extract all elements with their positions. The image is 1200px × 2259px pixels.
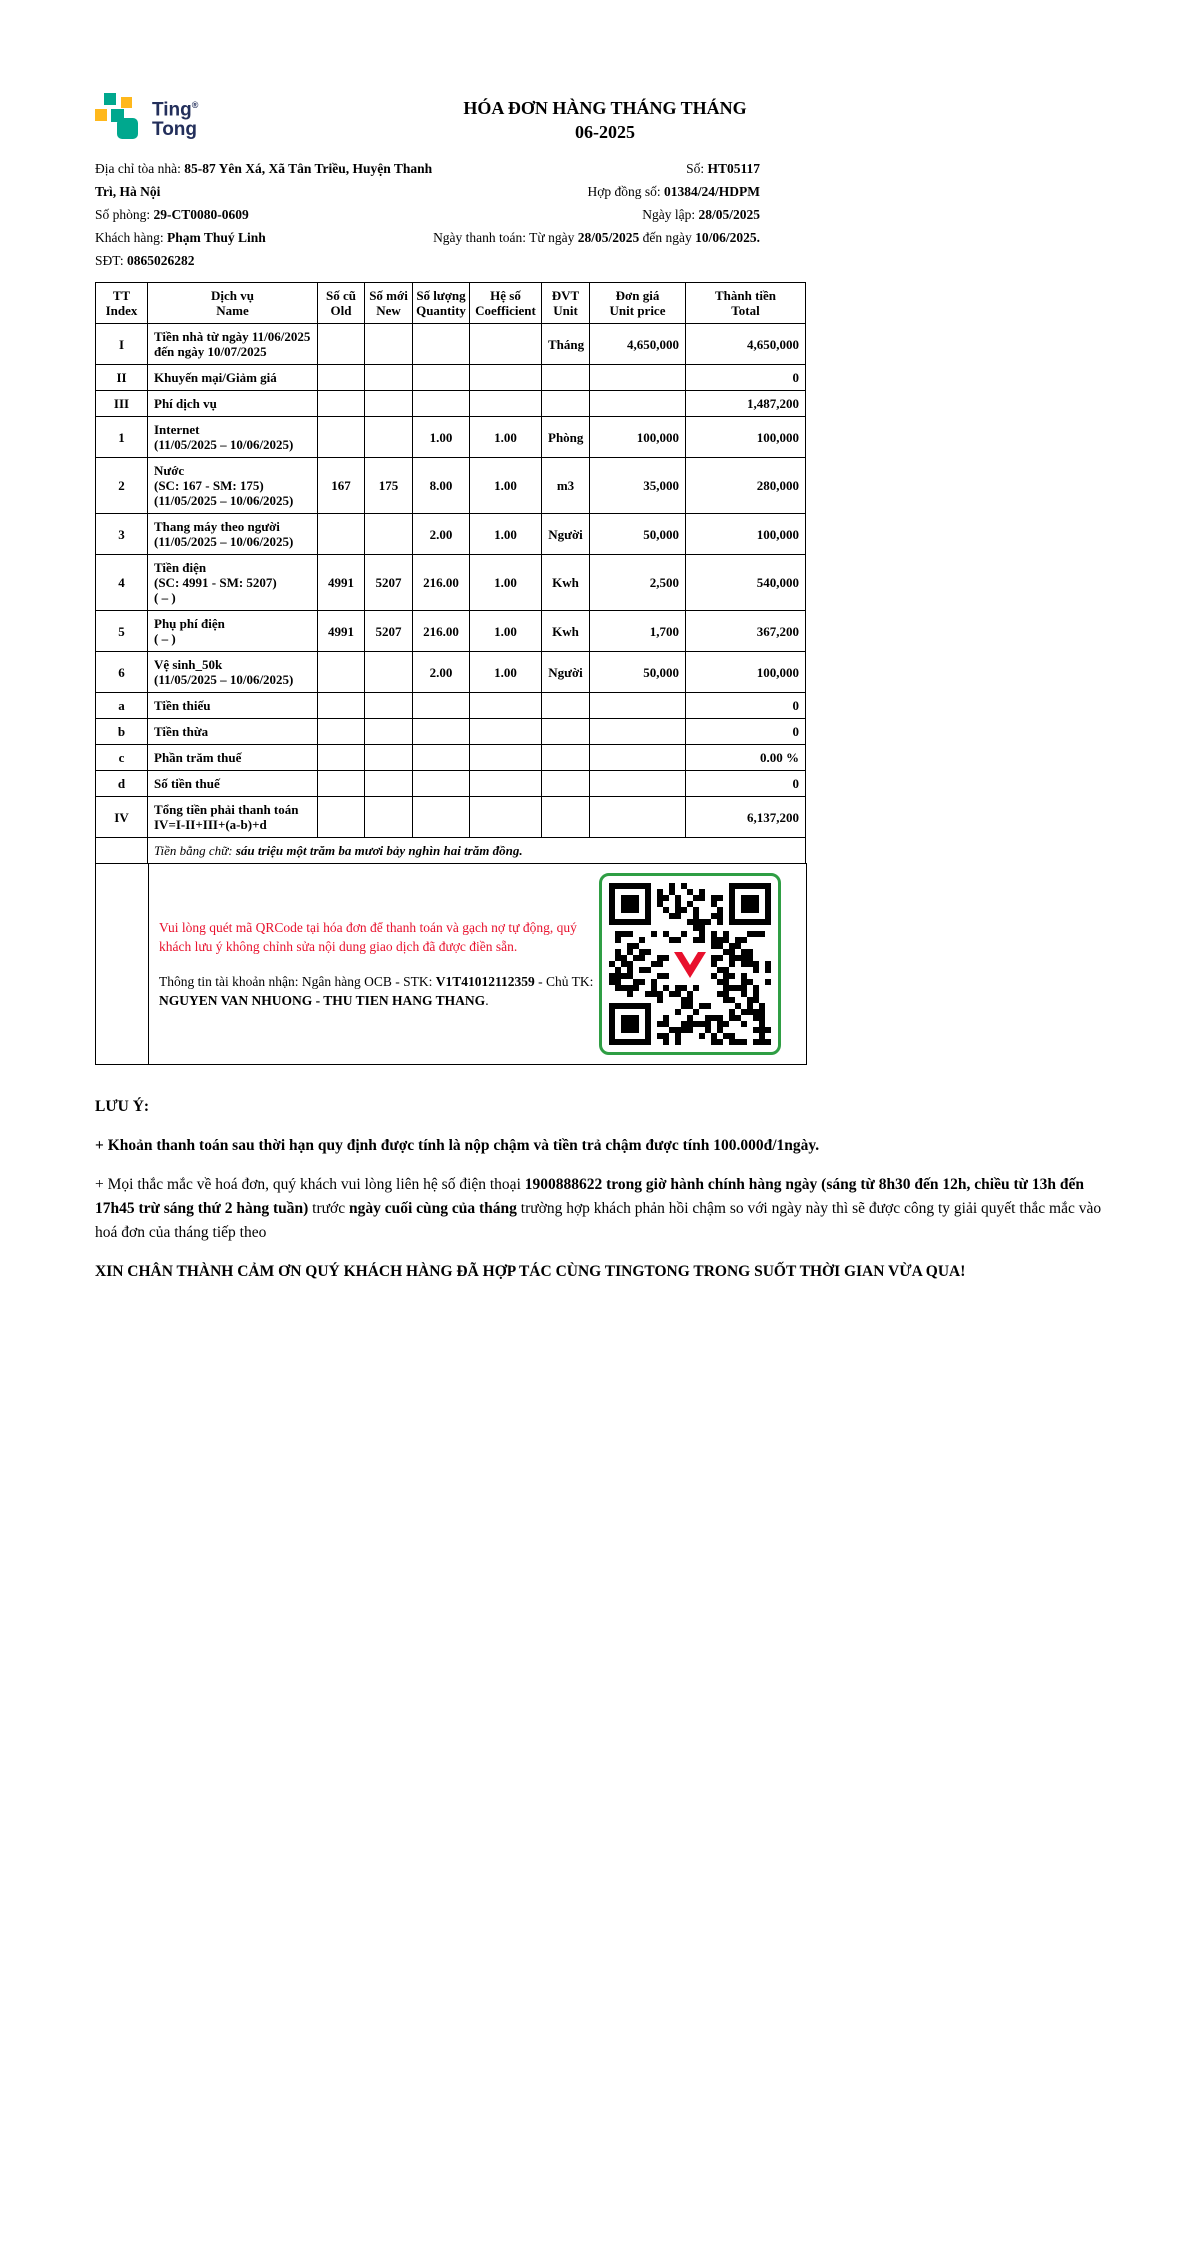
column-header-en: Total (731, 303, 760, 318)
service-name-line: Phần trăm thuế (154, 750, 242, 765)
text-run: Phạm Thuý Linh (166, 230, 266, 245)
cell-coefficient (470, 365, 542, 391)
text-run: sáu triệu một trăm ba mươi bảy nghìn hai trăm đồng. (235, 843, 523, 858)
cell-coefficient (470, 719, 542, 745)
cell-unit (542, 365, 590, 391)
cell-coefficient: 1.00 (470, 652, 542, 693)
cell-total: 0 (686, 771, 806, 797)
service-name-line: Phụ phí điện (154, 616, 225, 631)
payment-period (433, 226, 760, 249)
cell-quantity (413, 391, 470, 417)
cell-new-reading (365, 745, 413, 771)
cell-new-reading (365, 324, 413, 365)
cell-total: 280,000 (686, 458, 806, 514)
column-header (365, 283, 413, 324)
service-name-line: Tiền thiếu (154, 698, 211, 713)
customer-name (95, 226, 433, 249)
text-run: 0865026282 (126, 253, 195, 268)
cell-total: 540,000 (686, 555, 806, 611)
service-name-line: ( – ) (154, 631, 176, 646)
cell-total: 100,000 (686, 417, 806, 458)
cell-service-name (148, 611, 318, 652)
text-run: 29-CT0080-0609 (153, 207, 249, 222)
text-run: - Chủ TK: (534, 973, 594, 989)
table-row (96, 514, 806, 555)
table-row (96, 555, 806, 611)
notes-heading: LƯU Ý: (95, 1097, 150, 1115)
amount-in-words (148, 838, 806, 864)
column-header-en: New (376, 303, 401, 318)
cell-index: 5 (96, 611, 148, 652)
invoice-number (433, 157, 760, 180)
text-run: Khách hàng: (95, 230, 167, 245)
column-header-vi: Dịch vụ (211, 288, 254, 303)
cell-total: 100,000 (686, 514, 806, 555)
cell-unit: Tháng (542, 324, 590, 365)
cell-unit-price: 100,000 (590, 417, 686, 458)
cell-total: 0 (686, 693, 806, 719)
table-row (96, 693, 806, 719)
text-run: HT05117 (707, 161, 760, 176)
cell-coefficient (470, 693, 542, 719)
registered-mark: ® (191, 100, 199, 110)
cell-index: d (96, 771, 148, 797)
cell-unit: Người (542, 514, 590, 555)
cell-index: c (96, 745, 148, 771)
cell-unit: Kwh (542, 555, 590, 611)
column-header (96, 283, 148, 324)
cell-index: a (96, 693, 148, 719)
cell-index: 3 (96, 514, 148, 555)
cell-service-name (148, 324, 318, 365)
cell-service-name (148, 365, 318, 391)
text-run: + Khoản thanh toán sau thời hạn quy định được tính là nộp chậm và tiền trả chậm được tính 100.000đ/1ngày. (95, 1136, 820, 1154)
column-header-en: Name (216, 303, 249, 318)
table-row (96, 417, 806, 458)
page-header (95, 92, 760, 144)
thank-you-note (95, 1260, 1105, 1284)
cell-service-name (148, 652, 318, 693)
text-run: ngày cuối cùng của tháng (348, 1199, 517, 1217)
cell-new-reading (365, 771, 413, 797)
cell-old-reading (318, 652, 365, 693)
cell-index: 1 (96, 417, 148, 458)
column-header-vi: Số cũ (326, 288, 356, 303)
service-name-line: Số tiền thuế (154, 776, 220, 791)
column-header-vi: Thành tiền (714, 288, 777, 303)
cell-old-reading: 167 (318, 458, 365, 514)
cell-new-reading (365, 719, 413, 745)
cell-index: IV (96, 797, 148, 838)
cell-old-reading: 4991 (318, 611, 365, 652)
column-header-vi: Số lượng (416, 288, 466, 303)
cell-coefficient (470, 745, 542, 771)
text-run: NGUYEN VAN NHUONG - THU TIEN HANG THANG (159, 992, 486, 1008)
qr-payment-notice (159, 918, 599, 956)
cell-unit: Phòng (542, 417, 590, 458)
column-header (590, 283, 686, 324)
cell-coefficient: 1.00 (470, 417, 542, 458)
cell-new-reading (365, 652, 413, 693)
cell-coefficient (470, 797, 542, 838)
cell-quantity (413, 797, 470, 838)
table-cell (96, 838, 148, 864)
cell-old-reading: 4991 (318, 555, 365, 611)
cell-old-reading (318, 797, 365, 838)
column-header (148, 283, 318, 324)
service-name-line: Tiền điện (154, 560, 207, 575)
cell-unit-price: 1,700 (590, 611, 686, 652)
column-header-en: Index (105, 303, 138, 318)
invoice-info (95, 157, 760, 272)
bank-account-info (159, 972, 599, 1010)
column-header (470, 283, 542, 324)
cell-unit (542, 719, 590, 745)
cell-unit-price (590, 745, 686, 771)
table-row (96, 365, 806, 391)
tingtong-logo (95, 92, 198, 140)
text-run: Vui lòng quét mã QRCode tại hóa đơn để thanh toán và gạch nợ tự động, quý khách lưu ý không chỉnh sửa nội dung giao dịch đã được điền sẵn. (159, 919, 577, 954)
footer-notes (95, 1095, 1105, 1284)
cell-service-name (148, 555, 318, 611)
cell-total: 0 (686, 719, 806, 745)
cell-index: II (96, 365, 148, 391)
cell-unit (542, 693, 590, 719)
cell-old-reading (318, 771, 365, 797)
issue-date (433, 203, 760, 226)
column-header (413, 283, 470, 324)
cell-quantity (413, 693, 470, 719)
logo-word-ting: Ting (152, 99, 192, 121)
cell-quantity: 1.00 (413, 417, 470, 458)
tingtong-logo-icon (95, 92, 143, 140)
qr-code-image (609, 883, 771, 1045)
service-name-line: IV=I-II+III+(a-b)+d (154, 817, 267, 832)
cell-index: I (96, 324, 148, 365)
cell-service-name (148, 719, 318, 745)
service-name-line: Tiền thừa (154, 724, 209, 739)
service-name-line: (11/05/2025 – 10/06/2025) (154, 534, 294, 549)
qr-section-left-cell (96, 864, 149, 1064)
table-row (96, 719, 806, 745)
cell-quantity (413, 365, 470, 391)
text-run: 28/05/2025 (577, 230, 640, 245)
logo-pixel-square (121, 97, 132, 108)
text-run: trước (308, 1199, 349, 1217)
amount-in-words-row (96, 838, 806, 864)
logo-pixel-square (104, 93, 116, 105)
cell-service-name (148, 693, 318, 719)
invoice-table (95, 282, 806, 864)
text-run: Tiền bằng chữ: (154, 843, 236, 858)
service-name-line: Vệ sinh_50k (154, 657, 223, 672)
table-row (96, 324, 806, 365)
invoice-table-body (96, 324, 806, 838)
cell-unit-price (590, 365, 686, 391)
text-run: 28/05/2025 (698, 207, 760, 222)
cell-old-reading (318, 365, 365, 391)
cell-quantity: 2.00 (413, 514, 470, 555)
late-payment-note (95, 1134, 1105, 1158)
cell-index: 4 (96, 555, 148, 611)
cell-new-reading: 5207 (365, 555, 413, 611)
cell-service-name (148, 391, 318, 417)
cell-unit-price: 4,650,000 (590, 324, 686, 365)
hotline-note (95, 1173, 1105, 1245)
qr-section (95, 863, 807, 1065)
info-right-column (433, 157, 760, 272)
text-run: đến ngày (639, 230, 696, 245)
cell-total: 4,650,000 (686, 324, 806, 365)
logo-word-tong: Tong (152, 119, 198, 141)
qr-code (599, 873, 781, 1055)
service-name-line: (11/05/2025 – 10/06/2025) (154, 672, 294, 687)
cell-new-reading: 5207 (365, 611, 413, 652)
table-row (96, 391, 806, 417)
cell-service-name (148, 514, 318, 555)
cell-coefficient (470, 324, 542, 365)
table-row (96, 771, 806, 797)
cell-total: 0 (686, 365, 806, 391)
cell-service-name (148, 771, 318, 797)
column-header-vi: Đơn giá (615, 288, 660, 303)
cell-coefficient: 1.00 (470, 458, 542, 514)
column-header (318, 283, 365, 324)
cell-quantity (413, 771, 470, 797)
qr-section-content (149, 864, 807, 1064)
cell-service-name (148, 458, 318, 514)
column-header-vi: ĐVT (551, 288, 580, 303)
cell-total: 100,000 (686, 652, 806, 693)
cell-new-reading (365, 417, 413, 458)
cell-new-reading (365, 693, 413, 719)
building-address (95, 157, 433, 203)
service-name-line: ( – ) (154, 590, 176, 605)
cell-unit-price: 50,000 (590, 514, 686, 555)
cell-unit-price (590, 391, 686, 417)
table-row (96, 611, 806, 652)
cell-quantity: 216.00 (413, 555, 470, 611)
cell-total: 367,200 (686, 611, 806, 652)
cell-unit (542, 797, 590, 838)
cell-old-reading (318, 417, 365, 458)
cell-service-name (148, 797, 318, 838)
cell-unit (542, 745, 590, 771)
logo-pixel-square (95, 109, 107, 121)
cell-unit: m3 (542, 458, 590, 514)
table-row (96, 745, 806, 771)
cell-old-reading (318, 324, 365, 365)
cell-unit-price (590, 797, 686, 838)
cell-quantity (413, 324, 470, 365)
column-header-vi: Hệ số (490, 288, 521, 303)
service-name-line: Internet (154, 422, 200, 437)
info-left-column (95, 157, 433, 272)
cell-service-name (148, 745, 318, 771)
cell-old-reading (318, 391, 365, 417)
column-header (542, 283, 590, 324)
cell-quantity: 2.00 (413, 652, 470, 693)
cell-old-reading (318, 745, 365, 771)
cell-unit (542, 771, 590, 797)
service-name-line: (SC: 4991 - SM: 5207) (154, 575, 277, 590)
service-name-line: (11/05/2025 – 10/06/2025) (154, 493, 294, 508)
qr-section-texts (159, 918, 599, 1010)
cell-index: III (96, 391, 148, 417)
service-name-line: Phí dịch vụ (154, 396, 217, 411)
cell-new-reading (365, 514, 413, 555)
cell-new-reading: 175 (365, 458, 413, 514)
cell-quantity: 216.00 (413, 611, 470, 652)
text-run: . (485, 992, 489, 1008)
table-row (96, 458, 806, 514)
column-header-en: Unit price (609, 303, 666, 318)
cell-new-reading (365, 391, 413, 417)
cell-unit-price (590, 693, 686, 719)
column-header-en: Unit (553, 303, 578, 318)
cell-coefficient (470, 771, 542, 797)
cell-new-reading (365, 797, 413, 838)
service-name-line: Thang máy theo người (154, 519, 280, 534)
customer-phone (95, 249, 433, 272)
column-header (686, 283, 806, 324)
text-run: Địa chỉ tòa nhà: (95, 161, 185, 176)
cell-unit-price (590, 719, 686, 745)
room-number (95, 203, 433, 226)
text-run: + Mọi thắc mắc về hoá đơn, quý khách vui lòng liên hệ số điện thoại (95, 1175, 525, 1193)
cell-quantity (413, 745, 470, 771)
contract-number (433, 180, 760, 203)
invoice-table-head-row (96, 283, 806, 324)
column-header-en: Old (330, 303, 352, 318)
column-header-vi: Số mới (369, 288, 408, 303)
page-title: HÓA ĐƠN HÀNG THÁNG THÁNG 06-2025 (463, 98, 747, 142)
cell-total: 6,137,200 (686, 797, 806, 838)
service-name-line: Nước (154, 463, 185, 478)
text-run: Ngày thanh toán: Từ ngày (433, 230, 578, 245)
text-run: trường hợp khách phản hồi chậm so với ngày này thì sẽ được công ty giải quyết thắc mắc vào hoá đơn của tháng tiếp theo (95, 1199, 1102, 1241)
text-run: 85-87 Yên Xá, Xã Tân Triều, Huyện Thanh Trì, Hà Nội (95, 161, 433, 199)
service-name-line: (11/05/2025 – 10/06/2025) (154, 437, 294, 452)
cell-total: 0.00 % (686, 745, 806, 771)
cell-index: 2 (96, 458, 148, 514)
text-run: Số phòng: (95, 207, 154, 222)
text-run: SĐT: (95, 253, 127, 268)
text-run: 10/06/2025. (695, 230, 760, 245)
text-run: 1900888622 trong giờ hành chính hàng ngày (sáng từ 8h30 đến 12h, chiều từ 13h đến 17h45 trừ sáng thứ 2 hàng tuần) (95, 1175, 1084, 1217)
service-name-line: Khuyến mại/Giảm giá (154, 370, 277, 385)
service-name-line: đến ngày 10/07/2025 (154, 344, 267, 359)
column-header-en: Quantity (416, 303, 466, 318)
text-run: Hợp đồng số: (587, 184, 664, 199)
cell-unit-price (590, 771, 686, 797)
cell-quantity: 8.00 (413, 458, 470, 514)
text-run: V1T41012112359 (435, 973, 535, 989)
cell-old-reading (318, 693, 365, 719)
cell-unit-price: 35,000 (590, 458, 686, 514)
text-run: XIN CHÂN THÀNH CẢM ƠN QUÝ KHÁCH HÀNG ĐÃ HỢP TÁC CÙNG TINGTONG TRONG SUỐT THỜI GIAN VỪA QUA! (95, 1262, 966, 1280)
cell-unit-price: 50,000 (590, 652, 686, 693)
column-header-en: Coefficient (475, 303, 536, 318)
cell-unit (542, 391, 590, 417)
cell-service-name (148, 417, 318, 458)
cell-coefficient: 1.00 (470, 514, 542, 555)
cell-total: 1,487,200 (686, 391, 806, 417)
logo-wordmark (152, 95, 198, 140)
cell-old-reading (318, 719, 365, 745)
cell-coefficient: 1.00 (470, 611, 542, 652)
logo-pixel-square (117, 118, 138, 139)
cell-quantity (413, 719, 470, 745)
table-row (96, 797, 806, 838)
text-run: Ngày lập: (642, 207, 699, 222)
text-run: Số: (686, 161, 708, 176)
text-run: 01384/24/HDPM (664, 184, 760, 199)
cell-unit-price: 2,500 (590, 555, 686, 611)
cell-index: 6 (96, 652, 148, 693)
cell-unit: Người (542, 652, 590, 693)
cell-index: b (96, 719, 148, 745)
table-row (96, 652, 806, 693)
service-name-line: Tiền nhà từ ngày 11/06/2025 (154, 329, 311, 344)
service-name-line: Tổng tiền phải thanh toán (154, 802, 299, 817)
column-header-vi: TT (112, 288, 131, 303)
cell-coefficient (470, 391, 542, 417)
cell-new-reading (365, 365, 413, 391)
service-name-line: (SC: 167 - SM: 175) (154, 478, 264, 493)
cell-old-reading (318, 514, 365, 555)
text-run: Thông tin tài khoản nhận: Ngân hàng OCB - STK: (159, 973, 436, 989)
cell-coefficient: 1.00 (470, 555, 542, 611)
cell-unit: Kwh (542, 611, 590, 652)
